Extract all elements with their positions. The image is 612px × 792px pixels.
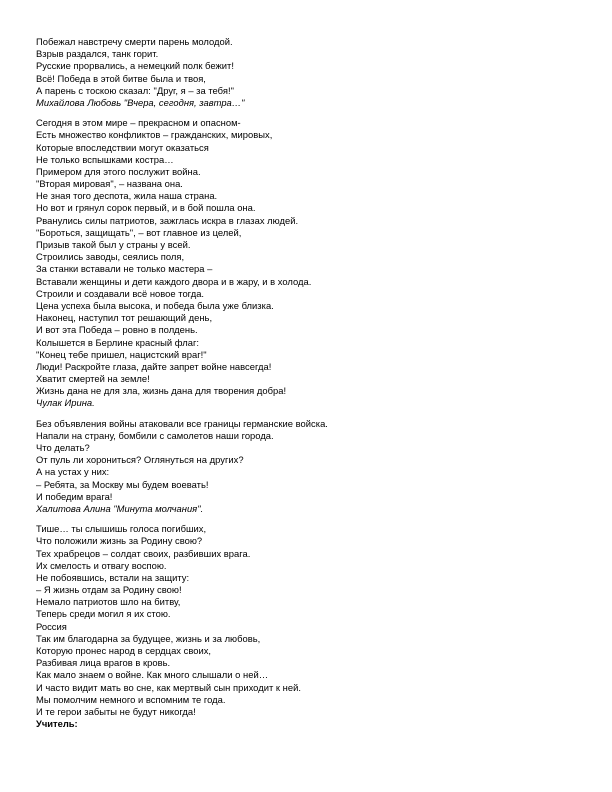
teacher-label: Учитель: [36, 718, 78, 730]
poem-line: Не зная того деспота, жила наша страна. [36, 190, 218, 202]
poem-line: Россия [36, 620, 67, 632]
poem-line: Жизнь дана не для зла, жизнь дана для творения добра! [36, 385, 287, 397]
poem-line: Цена успеха была высока, и победа была уже близка. [36, 299, 274, 311]
poem-line: Люди! Раскройте глаза, дайте запрет войне навсегда! [36, 360, 272, 372]
poem-line: Сегодня в этом мире – прекрасном и опасном- [36, 117, 241, 129]
poem-line: Русские прорвались, а немецкий полк бежит! [36, 60, 234, 72]
poem-line: От пуль ли хорониться? Оглянуться на других? [36, 454, 244, 466]
poem-line: Напали на страну, бомбили с самолетов наши города. [36, 429, 274, 441]
poem-line: Не побоявшись, встали на защиту: [36, 571, 190, 583]
poem-author: Чулак Ирина. [36, 397, 95, 409]
poem-line: Колышется в Берлине красный флаг: [36, 336, 200, 348]
poem-line: – Ребята, за Москву мы будем воевать! [36, 478, 209, 490]
poem-line: Побежал навстречу смерти парень молодой. [36, 36, 233, 47]
poem-line: Всё! Победа в этой битве была и твоя, [36, 72, 206, 84]
poem-line: Есть множество конфликтов – гражданских, мировых, [36, 129, 273, 141]
poem-line: И те герои забыты не будут никогда! [36, 705, 196, 717]
poem-line: Строились заводы, сеялись поля, [36, 251, 185, 263]
poem-line: Примером для этого послужит война. [36, 165, 201, 177]
poem-line: Призыв такой был у страны у всей. [36, 239, 191, 250]
poem-line: И победим врага! [36, 490, 113, 502]
poem-line: Мы помолчим немного и вспомним те года. [36, 693, 226, 705]
poem-line: Тише… ты слышишь голоса погибших, [36, 523, 207, 535]
poem-stanza-2 [36, 117, 576, 410]
poem-line: За станки вставали не только мастера – [36, 263, 213, 275]
poem-line: И вот эта Победа – ровно в полдень. [36, 324, 198, 336]
poem-line: Но вот и грянул сорок первый, и в бой пошла она. [36, 202, 256, 214]
poem-stanza-1 [36, 36, 576, 109]
poem-line: Что положили жизнь за Родину свою? [36, 535, 203, 547]
poem-line: А на устах у них: [36, 466, 110, 478]
poem-line: Разбивая лица врагов в кровь. [36, 657, 171, 669]
poem-line: Тех храбрецов – солдат своих, разбивших врага. [36, 547, 251, 559]
poem-line: А парень с тоскою сказал: "Друг, я – за тебя!" [36, 84, 234, 96]
poem-line: Которые впоследствии могут оказаться [36, 141, 209, 153]
poem-line: – Я жизнь отдам за Родину свою! [36, 584, 182, 596]
poem-line: Без объявления войны атаковали все границы германские войска. [36, 417, 328, 429]
poem-line: Не только вспышками костра… [36, 153, 174, 165]
poem-line: Рванулись силы патриотов, зажглась искра в глазах людей. [36, 214, 299, 226]
poem-line: И часто видит мать во сне, как мертвый сын приходит к ней. [36, 681, 301, 693]
poem-line: Их смелость и отвагу воспою. [36, 559, 167, 571]
poem-stanza-3 [36, 418, 576, 516]
poem-line: Немало патриотов шло на битву, [36, 596, 181, 608]
poem-line: Хватит смертей на земле! [36, 373, 150, 385]
poem-line: Как мало знаем о войне. Как много слышали о ней… [36, 669, 269, 681]
poem-line: "Вторая мировая", – названа она. [36, 178, 183, 190]
poem-stanza-4 [36, 523, 576, 730]
poem-line: Наконец, наступил тот решающий день, [36, 312, 213, 324]
poem-line: Так им благодарна за будущее, жизнь и за любовь, [36, 632, 261, 644]
poem-line: "Конец тебе пришел, нацистский враг!" [36, 348, 207, 360]
poem-line: Теперь среди могил я их стою. [36, 608, 171, 620]
poem-line: Вставали женщины и дети каждого двора и в жару, и в холода. [36, 275, 312, 287]
poem-line: Взрыв раздался, танк горит. [36, 48, 159, 60]
poem-line: "Бороться, защищать", – вот главное из целей, [36, 226, 242, 238]
poem-line: Что делать? [36, 442, 90, 453]
poem-line: Строили и создавали всё новое тогда. [36, 287, 205, 299]
poem-line: Которую пронес народ в сердцах своих, [36, 645, 212, 656]
poem-author: Халитова Алина "Минута молчания". [36, 502, 204, 514]
document-page [36, 36, 576, 738]
poem-author: Михайлова Любовь "Вчера, сегодня, завтра…" [36, 96, 245, 108]
